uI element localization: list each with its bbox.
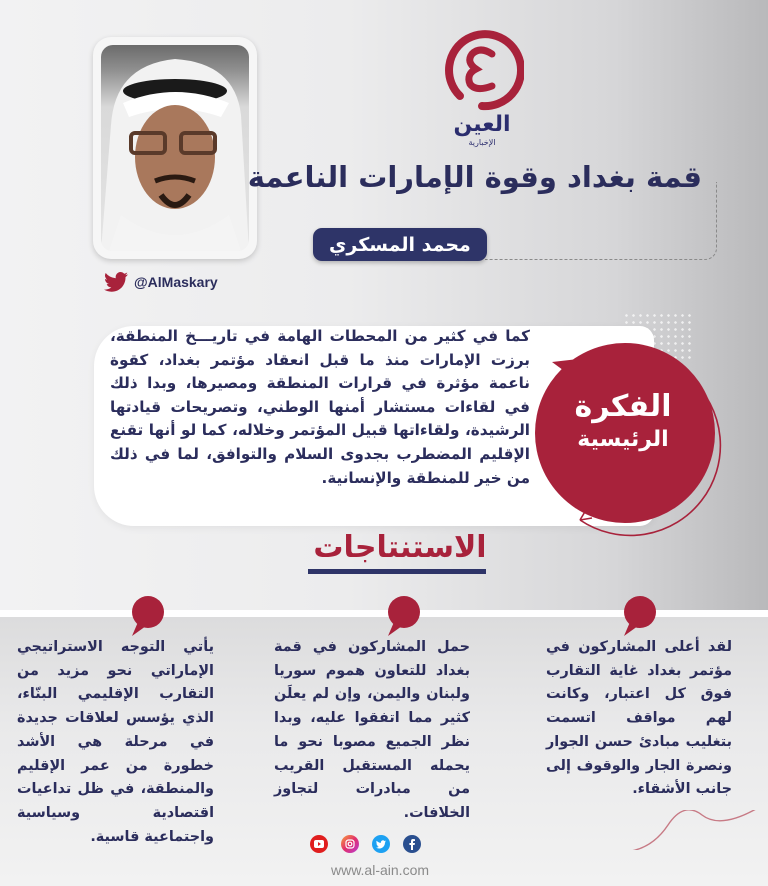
logo-wordmark: العين xyxy=(453,112,511,137)
conclusions-underline xyxy=(308,569,486,574)
twitter-handle-text: @AlMaskary xyxy=(134,274,218,290)
logo-subtitle: الإخبارية xyxy=(468,138,496,147)
al-ain-logo xyxy=(436,28,528,150)
instagram-icon[interactable] xyxy=(341,835,359,853)
logo-ring-icon xyxy=(440,28,524,112)
website-url[interactable]: www.al-ain.com xyxy=(330,862,430,878)
author-name-badge: محمد المسكري xyxy=(313,228,487,261)
speech-bubble-icon xyxy=(130,596,164,640)
article-title: قمة بغداد وقوة الإمارات الناعمة xyxy=(247,160,702,194)
main-idea-label-line1: الفكرة xyxy=(574,389,672,424)
conclusion-item-3: يأتي التوجه الاستراتيجي الإماراتي نحو مزيد من التقارب الإقليمي البنّاء، الذي يؤسس لعلاقات جديدة في مرحلة هي الأشد خطورة من عمر الإقليم والمنطقة، في ظل تداعيات اقتصادية وسياسية واجتماعية قاسية. xyxy=(17,639,214,845)
facebook-icon[interactable] xyxy=(403,835,421,853)
twitter-bird-icon xyxy=(104,272,128,292)
conclusions-heading: الاستنتاجات xyxy=(313,530,487,565)
social-links xyxy=(310,835,421,853)
conclusion-item-1: لقد أعلى المشاركون في مؤتمر بغداد غاية التقارب فوق كل اعتبار، وكانت لهم مواقف اتسمت بتغليب مبادئ حسن الجوار ونصرة الجار والوقوف إلى جانب الأشقاء. xyxy=(546,639,732,798)
main-idea-label xyxy=(548,388,698,454)
author-photo xyxy=(101,45,249,251)
youtube-icon[interactable] xyxy=(310,835,328,853)
main-idea-text: كما في كثير من المحطات الهامة في تاريـــخ المنطقة، برزت الإمارات منذ ما قبل انعقاد مؤتمر بغداد، كقوة ناعمة مؤثرة في قرارات المنطقة ومصيرها، وبدا ذلك في لقاءات مستشار أمنها الوطني، وتصريحات قيادتها الرشيدة، ولقاءاتها قبيل المؤتمر وخلاله، كما لو أنها تقنع الإقليم المضطرب بجدوى السلام والتوافق، لما في ذلك من خير للمنطقة والإنسانية. xyxy=(110,327,530,487)
twitter-icon[interactable] xyxy=(372,835,390,853)
speech-bubble-icon xyxy=(622,596,656,640)
main-idea-label-line2: الرئيسية xyxy=(577,427,669,452)
twitter-handle-link[interactable] xyxy=(104,272,218,292)
author-photo-frame xyxy=(93,37,257,259)
conclusion-item-2: حمل المشاركون في قمة بغداد للتعاون هموم سوريا ولبنان واليمن، وإن لم يعلَن كثير مما اتفقوا عليه، وبدا نظر الجميع مصوبا نحو ما يحمله المستقبل القريب من مبادرات لتجاوز الخلافات. xyxy=(274,639,470,821)
author-portrait-icon xyxy=(101,45,249,251)
speech-bubble-icon xyxy=(386,596,420,640)
